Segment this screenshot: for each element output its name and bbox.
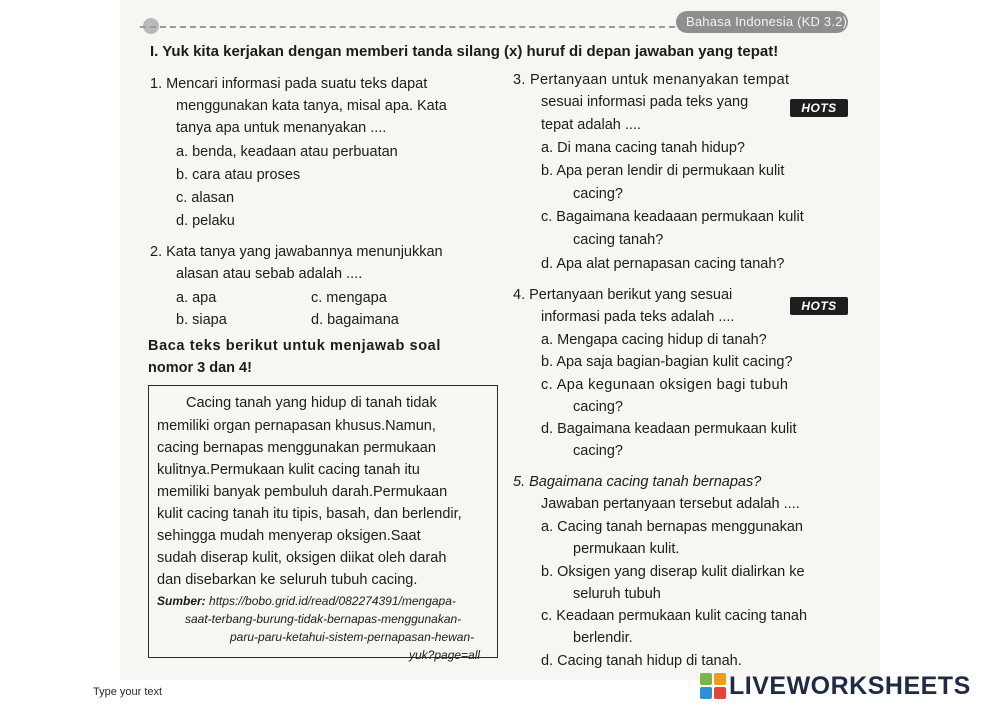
q1-line-3: tanya apa untuk menanyakan .... bbox=[176, 120, 387, 136]
q3-option-c[interactable]: c. Bagaimana keadaaan permukaan kulit bbox=[541, 209, 804, 225]
q2-line-1: 2. Kata tanya yang jawabannya menunjukkan bbox=[150, 244, 443, 260]
q3-line-2: sesuai informasi pada teks yang bbox=[541, 94, 749, 110]
q5-question: 5. Bagaimana cacing tanah bernapas? bbox=[513, 474, 762, 490]
reading-line-7: sehingga mudah menyerap oksigen.Saat bbox=[157, 528, 421, 544]
section-title: I. Yuk kita kerjakan dengan memberi tanda silang (x) huruf di depan jawaban yang tepat! bbox=[150, 43, 779, 60]
source-url-line-4: yuk?page=all bbox=[409, 648, 481, 662]
reading-line-6: kulit cacing tanah itu tipis, basah, dan berlendir, bbox=[157, 506, 462, 522]
source-url-line-3: paru-paru-ketahui-sistem-pernapasan-hewan- bbox=[230, 630, 475, 644]
q5-option-b-cont: seluruh tubuh bbox=[573, 586, 661, 602]
q3-option-d[interactable]: d. Apa alat pernapasan cacing tanah? bbox=[541, 256, 785, 272]
q3-option-a[interactable]: a. Di mana cacing tanah hidup? bbox=[541, 140, 745, 156]
q3-line-1: 3. Pertanyaan untuk menanyakan tempat bbox=[513, 72, 790, 88]
reading-line-1: Cacing tanah yang hidup di tanah tidak bbox=[186, 395, 437, 411]
type-your-text-label[interactable]: Type your text bbox=[93, 686, 163, 698]
liveworksheets-logo-icon bbox=[700, 673, 726, 699]
reading-instruction-line-2: nomor 3 dan 4! bbox=[148, 360, 252, 376]
q3-option-c-cont: cacing tanah? bbox=[573, 232, 664, 248]
header-dashed-line bbox=[140, 26, 675, 28]
logo-square-blue bbox=[700, 687, 712, 699]
reading-line-3: cacing bernapas menggunakan permukaan bbox=[157, 440, 436, 456]
q1-option-b[interactable]: b. cara atau proses bbox=[176, 167, 301, 183]
q1-line-2: menggunakan kata tanya, misal apa. Kata bbox=[176, 98, 447, 114]
q4-hots-badge: HOTS bbox=[790, 297, 848, 315]
q1-option-c[interactable]: c. alasan bbox=[176, 190, 235, 206]
source-url-line-1: https://bobo.grid.id/read/082274391/mengapa- bbox=[209, 594, 456, 608]
q5-option-c-cont: berlendir. bbox=[573, 630, 633, 646]
logo-square-orange bbox=[714, 673, 726, 685]
q3-line-3: tepat adalah .... bbox=[541, 117, 641, 133]
q4-option-c[interactable]: c. Apa kegunaan oksigen bagi tubuh bbox=[541, 377, 789, 393]
reading-instruction-line-1: Baca teks berikut untuk menjawab soal bbox=[148, 338, 441, 354]
q1-option-a[interactable]: a. benda, keadaan atau perbuatan bbox=[176, 144, 398, 160]
q4-line-2: informasi pada teks adalah .... bbox=[541, 309, 735, 325]
reading-line-8: sudah diserap kulit, oksigen diikat oleh darah bbox=[157, 550, 447, 566]
q3-option-b-cont: cacing? bbox=[573, 186, 623, 202]
subject-badge: Bahasa Indonesia (KD 3.2) bbox=[676, 11, 848, 33]
q5-option-a[interactable]: a. Cacing tanah bernapas menggunakan bbox=[541, 519, 803, 535]
q2-option-a[interactable]: a. apa bbox=[176, 290, 217, 306]
q2-option-c[interactable]: c. mengapa bbox=[311, 290, 387, 306]
q2-line-2: alasan atau sebab adalah .... bbox=[176, 266, 363, 282]
logo-square-red bbox=[714, 687, 726, 699]
q1-option-d[interactable]: d. pelaku bbox=[176, 213, 235, 229]
liveworksheets-logo-text: LIVEWORKSHEETS bbox=[729, 671, 971, 700]
q4-line-1: 4. Pertanyaan berikut yang sesuai bbox=[513, 287, 733, 303]
q2-option-d[interactable]: d. bagaimana bbox=[311, 312, 399, 328]
q5-option-c[interactable]: c. Keadaan permukaan kulit cacing tanah bbox=[541, 608, 808, 624]
q4-option-d-cont: cacing? bbox=[573, 443, 623, 459]
q1-line-1: 1. Mencari informasi pada suatu teks dapat bbox=[150, 76, 428, 92]
liveworksheets-logo bbox=[700, 672, 971, 700]
q5-option-d[interactable]: d. Cacing tanah hidup di tanah. bbox=[541, 653, 742, 669]
q5-line-1: Jawaban pertanyaan tersebut adalah .... bbox=[541, 496, 800, 512]
reading-line-9: dan disebarkan ke seluruh tubuh cacing. bbox=[157, 572, 418, 588]
q4-option-d[interactable]: d. Bagaimana keadaan permukaan kulit bbox=[541, 421, 797, 437]
q2-option-b[interactable]: b. siapa bbox=[176, 312, 227, 328]
q4-option-c-cont: cacing? bbox=[573, 399, 623, 415]
reading-line-5: memiliki banyak pembuluh darah.Permukaan bbox=[157, 484, 448, 500]
q3-hots-badge: HOTS bbox=[790, 99, 848, 117]
q3-option-b[interactable]: b. Apa peran lendir di permukaan kulit bbox=[541, 163, 785, 179]
reading-line-2: memiliki organ pernapasan khusus.Namun, bbox=[157, 418, 436, 434]
q4-option-b[interactable]: b. Apa saja bagian-bagian kulit cacing? bbox=[541, 354, 793, 370]
source-label: Sumber: bbox=[157, 594, 206, 608]
q4-option-a[interactable]: a. Mengapa cacing hidup di tanah? bbox=[541, 332, 767, 348]
q5-option-a-cont: permukaan kulit. bbox=[573, 541, 680, 557]
logo-square-green bbox=[700, 673, 712, 685]
q5-option-b[interactable]: b. Oksigen yang diserap kulit dialirkan ke bbox=[541, 564, 805, 580]
reading-line-4: kulitnya.Permukaan kulit cacing tanah itu bbox=[157, 462, 420, 478]
source-url-line-2: saat-terbang-burung-tidak-bernapas-menggunakan- bbox=[185, 612, 462, 626]
